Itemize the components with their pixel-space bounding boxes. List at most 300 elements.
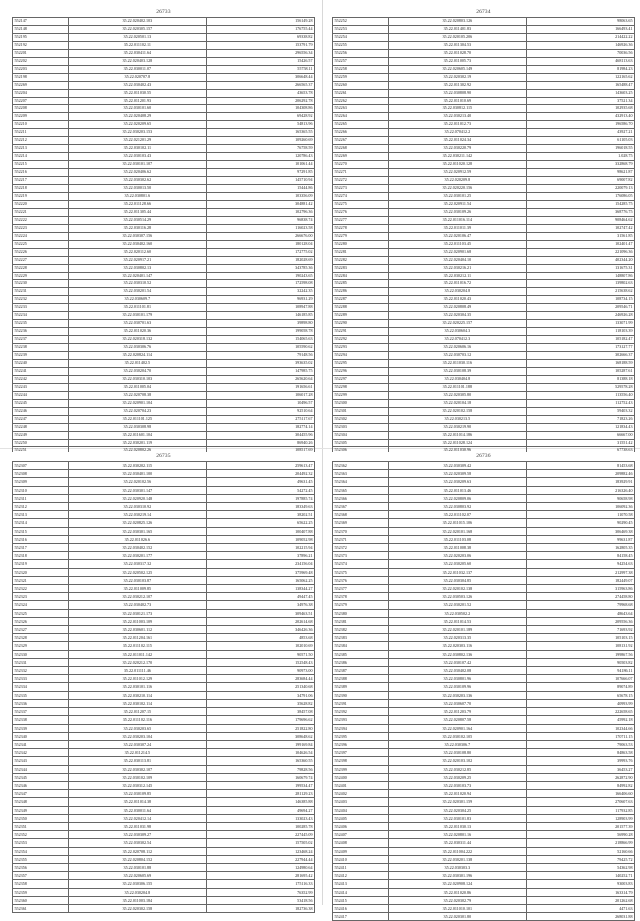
amount-cell: 214422.22 [526,33,634,41]
table-row [333,470,635,478]
row-id-cell: 552318 [13,552,69,560]
row-id-cell: 552371 [333,535,389,543]
parcel-code-cell: 35.22.020301.159 [389,798,526,806]
amount-cell: 165365.55 [206,129,314,137]
row-id-cell: 552273 [333,185,389,193]
parcel-code-cell: 35.22.030212.107 [69,593,206,601]
row-id-cell: 552275 [333,200,389,208]
amount-cell: 259613.47 [206,462,314,470]
parcel-code-cell: 35.22.030013.50 [69,185,206,193]
row-id-cell: 552386 [333,658,389,666]
row-id-cell: 552414 [333,888,389,896]
table-row [13,798,315,806]
table-row [13,617,315,625]
amount-cell: 112752.43 [526,399,634,407]
amount-cell: 97291.85 [206,169,314,177]
amount-cell: 54362.98 [526,863,634,871]
table-row [13,486,315,494]
parcel-code-cell: 35.22.030308.98 [69,423,206,431]
amount-cell: 183349.63 [206,503,314,511]
parcel-code-cell: 35.22.030306.155 [69,880,206,888]
amount-cell: 227445.09 [206,831,314,839]
parcel-code-cell: 35.22.030808.90 [389,89,526,97]
amount-cell: 31551.42 [526,439,634,447]
parcel-code-cell: 35.22.030307.156 [69,232,206,240]
table-row [13,344,315,352]
amount-cell: 268031.88 [526,913,634,921]
amount-cell: 204492.32 [206,470,314,478]
parcel-code-cell: 35.22.011207.15 [69,708,206,716]
amount-cell: 156149.28 [206,18,314,26]
amount-cell: 79148.56 [206,352,314,360]
row-id-cell: 552365 [333,486,389,494]
row-id-cell: 552295 [333,359,389,367]
table-row [333,232,635,240]
row-id-cell: 552213 [13,145,69,153]
table-row [13,65,315,73]
amount-cell: 234156.04 [206,560,314,568]
row-id-cell: 552277 [333,216,389,224]
amount-cell: 105103.15 [526,634,634,642]
row-id-cell: 552402 [333,790,389,798]
amount-cell: 173127.77 [526,344,634,352]
parcel-code-cell: 35.22.030113.81 [69,757,206,765]
amount-cell: 54272.45 [206,486,314,494]
row-id-cell: 552249 [13,431,69,439]
parcel-code-cell: 35.22.020912.59 [389,169,526,177]
parcel-code-cell: 35.22.030301.147 [69,486,206,494]
table-row [13,765,315,773]
table-row [333,344,635,352]
parcel-code-cell: 35.22.030307.24 [69,740,206,748]
table-row [333,288,635,296]
row-id-cell: 552373 [333,552,389,560]
amount-cell: 43653.78 [206,89,314,97]
row-id-cell: 552411 [333,863,389,871]
row-id-cell: 552399 [333,765,389,773]
parcel-code-cell: 35.22.030404.8 [389,375,526,383]
parcel-code-cell: 35.22.030102.11 [69,145,206,153]
amount-cell: 117932.85 [526,806,634,814]
parcel-code-cell: 35.22.030812.115 [389,105,526,113]
amount-cell: 182736.38 [206,904,314,912]
parcel-code-cell: 35.22.020801.16 [389,831,526,839]
parcel-code-cell: 35.22.011026.6 [69,535,206,543]
parcel-code-cell: 35.22.030604.3 [389,328,526,336]
row-id-cell: 552287 [333,296,389,304]
amount-cell: 40993.99 [526,699,634,707]
amount-cell: 309463.51 [206,609,314,617]
table-row [13,593,315,601]
table-row [13,407,315,415]
amount-cell: 108517.69 [206,447,314,455]
parcel-code-cell: 35.22.030502.2 [389,609,526,617]
parcel-code-cell: 35.22.011020.128 [389,161,526,169]
table-row [13,232,315,240]
page-number: 26734 [476,9,491,15]
parcel-code-cell: 35.22.020302.19 [389,73,526,81]
data-table [12,461,315,913]
amount-cell: 69338.82 [206,33,314,41]
table-row [13,328,315,336]
parcel-code-cell: 35.22.020101.189 [389,626,526,634]
table-row [333,304,635,312]
amount-cell: 76758.59 [206,145,314,153]
amount-cell: 84992.82 [526,781,634,789]
row-id-cell: 552360 [13,896,69,904]
amount-cell: 176755.44 [206,25,314,33]
amount-cell: 182774.14 [206,423,314,431]
table-row [13,880,315,888]
row-id-cell: 552357 [13,872,69,880]
parcel-code-cell: 35.22.011013.46 [389,486,526,494]
amount-cell: 118103.39 [526,328,634,336]
amount-cell: 90973.00 [206,667,314,675]
table-row [13,121,315,129]
row-id-cell: 552331 [13,658,69,666]
parcel-code-cell: 35.22.011010.101 [389,904,526,912]
table-row [13,208,315,216]
table-row [333,511,635,519]
row-id-cell: 552222 [13,216,69,224]
row-id-cell: 552147 [13,18,69,26]
amount-cell: 32242.35 [206,288,314,296]
table-row [13,185,315,193]
parcel-code-cell: 35.22.030101.60 [69,105,206,113]
row-id-cell: 552274 [333,192,389,200]
amount-cell: 90658.98 [526,494,634,502]
row-id-cell: 552333 [13,675,69,683]
parcel-code-cell: 35.22.020302.79 [389,896,526,904]
parcel-code-cell: 35.22.011304.53 [389,41,526,49]
amount-cell: 197885.74 [206,494,314,502]
row-id-cell: 552239 [13,352,69,360]
amount-cell: 102935.68 [526,105,634,113]
amount-cell: 222658.65 [526,708,634,716]
table-row [13,716,315,724]
row-id-cell: 552229 [13,272,69,280]
parcel-code-cell: 35.22.020412.14 [69,814,206,822]
table-row [13,888,315,896]
document-page-3 [12,452,315,911]
amount-cell: 209882.46 [526,470,634,478]
amount-cell: 183929.91 [526,478,634,486]
table-row [13,312,315,320]
row-id-cell: 552370 [333,527,389,535]
table-row [333,248,635,256]
table-row [13,431,315,439]
table-row [333,169,635,177]
amount-cell: 163314.79 [526,888,634,896]
parcel-code-cell: 35.22.011016.114 [389,216,526,224]
amount-cell: 92510.64 [206,407,314,415]
row-id-cell: 552321 [13,576,69,584]
parcel-code-cell: 35.22.020112.60 [69,248,206,256]
document-page-4 [332,452,635,920]
amount-cell: 61105.03 [526,137,634,145]
parcel-code-cell: 35.22.030011.07 [69,65,206,73]
row-id-cell: 552380 [333,609,389,617]
amount-cell: 468113.63 [526,57,634,65]
row-id-cell: 552324 [13,601,69,609]
parcel-code-cell: 35.22.030310.92 [69,503,206,511]
row-id-cell: 552319 [13,560,69,568]
table-row [333,683,635,691]
amount-cell: 221096.36 [526,248,634,256]
amount-cell: 251822.80 [206,724,314,732]
parcel-code-cell: 35.22.030601.112 [69,626,206,634]
row-id-cell: 552283 [333,264,389,272]
page-number: 26736 [476,453,491,459]
row-id-cell: 552296 [333,367,389,375]
parcel-code-cell: 35.22.020302.158 [69,904,206,912]
table-row [13,708,315,716]
row-id-cell: 552341 [13,740,69,748]
row-id-cell: 552417 [333,913,389,921]
row-id-cell: 552241 [13,367,69,375]
parcel-code-cell: 35.22.030309.42 [389,462,526,470]
row-id-cell: 552259 [333,73,389,81]
table-row [13,691,315,699]
parcel-code-cell: 35.22.011402.5 [69,359,206,367]
table-row [13,375,315,383]
document-page-2 [332,8,635,453]
row-id-cell: 552300 [333,399,389,407]
table-row [13,153,315,161]
amount-cell: 166406.60 [526,790,634,798]
amount-cell: 102010.69 [206,642,314,650]
parcel-code-cell: 35.22.011020.36 [69,328,206,336]
table-row [13,296,315,304]
row-id-cell: 552410 [333,855,389,863]
parcel-code-cell: 35.22.030306.76 [69,344,206,352]
amount-cell: 90571.50 [206,650,314,658]
amount-cell: 53418.56 [206,896,314,904]
amount-cell: 160679.74 [206,773,314,781]
amount-cell: 306469.38 [526,527,634,535]
parcel-code-cell: 35.22.030205.60 [389,560,526,568]
parcel-code-cell: 35.22.030402.152 [69,544,206,552]
parcel-code-cell: 35.22.030402.43 [69,81,206,89]
amount-cell: 116023.58 [206,224,314,232]
parcel-code-cell: 35.22.020301.80 [389,913,526,921]
amount-cell: 15426.57 [206,57,314,65]
table-row [13,97,315,105]
parcel-code-cell: 35.22.030204.8 [69,888,206,896]
row-id-cell: 552270 [333,161,389,169]
table-row [13,462,315,470]
parcel-code-cell: 35.22.020809.06 [389,494,526,502]
parcel-code-cell: 35.22.020304.35 [389,312,526,320]
amount-cell: 76352.99 [206,888,314,896]
table-row [333,576,635,584]
amount-cell: 180128.04 [206,240,314,248]
amount-cell: 220079.13 [526,185,634,193]
parcel-code-cell: 35.22.020824.114 [69,352,206,360]
table-row [13,855,315,863]
parcel-code-cell: 35.22.030201.54 [69,288,206,296]
amount-cell: 34791.06 [206,691,314,699]
parcel-code-cell: 35.22.020707.8 [69,73,206,81]
table-row [333,831,635,839]
table-row [13,57,315,65]
table-row [333,781,635,789]
table-row [13,478,315,486]
row-id-cell: 552382 [333,626,389,634]
parcel-code-cell: 35.22.011101.81 [69,304,206,312]
row-id-cell: 552301 [333,407,389,415]
parcel-code-cell: 35.22.020901.164 [389,724,526,732]
row-id-cell: 552225 [13,240,69,248]
table-row [333,535,635,543]
parcel-code-cell: 35.22.030103.43 [69,153,206,161]
row-id-cell: 552366 [333,494,389,502]
table-row [333,691,635,699]
row-id-cell: 552310 [13,486,69,494]
row-id-cell: 552344 [13,765,69,773]
amount-cell: 190243.65 [206,272,314,280]
parcel-code-cell: 35.22.030402.08 [389,667,526,675]
table-row [13,699,315,707]
table-row [333,18,635,26]
amount-cell: 49631.45 [206,478,314,486]
row-id-cell: 552207 [13,97,69,105]
amount-cell: 11070.58 [526,511,634,519]
row-id-cell: 552383 [333,634,389,642]
table-row [13,872,315,880]
table-row [333,708,635,716]
parcel-code-cell: 35.22.020704.23 [69,407,206,415]
row-id-cell: 552221 [13,208,69,216]
parcel-code-cell: 35.22.020708.112 [69,847,206,855]
table-row [13,814,315,822]
amount-cell: 172598.08 [206,280,314,288]
amount-cell: 215638.62 [526,288,634,296]
table-row [333,486,635,494]
table-row [13,904,315,912]
amount-cell: 86940.26 [206,439,314,447]
table-row [333,847,635,855]
parcel-code-cell: 35.22.020104.18 [389,399,526,407]
table-row [333,519,635,527]
row-id-cell: 552307 [13,462,69,470]
parcel-code-cell: 35.22.030301.165 [69,527,206,535]
parcel-code-cell: 35.22.020911.54 [389,200,526,208]
amount-cell: 266565.37 [206,81,314,89]
parcel-code-cell: 35.22.030108.39 [389,367,526,375]
parcel-code-cell: 35.22.030101.83 [389,814,526,822]
page-number: 26733 [156,9,171,15]
parcel-code-cell: 35.22.030103.87 [69,576,206,584]
parcel-code-cell: 35.22.030101.179 [69,312,206,320]
row-id-cell: 552286 [333,288,389,296]
row-id-cell: 552391 [333,699,389,707]
row-id-cell: 552236 [13,328,69,336]
parcel-code-cell: 35.22.020402.103 [69,18,206,26]
table-row [333,740,635,748]
parcel-code-cell: 35.22.030503.126 [389,593,526,601]
amount-cell: 108734.15 [526,296,634,304]
row-id-cell: 552384 [333,642,389,650]
parcel-code-cell: 35.22.030607.70 [389,699,526,707]
table-row [13,224,315,232]
parcel-code-cell: 35.22.020825.126 [69,519,206,527]
table-row [333,320,635,328]
table-row [13,839,315,847]
row-id-cell: 552285 [333,280,389,288]
amount-cell: 182028.69 [206,256,314,264]
row-id-cell: 552337 [13,708,69,716]
parcel-code-cell: 35.22.030203.104 [69,732,206,740]
amount-cell: 96838.74 [206,216,314,224]
parcel-code-cell: 35.22.011102.11 [69,41,206,49]
row-id-cell: 552266 [333,129,389,137]
parcel-code-cell: 35.22.030219.90 [389,423,526,431]
amount-cell: 128903.99 [526,814,634,822]
row-id-cell: 552306 [333,447,389,455]
amount-cell: 39993.76 [526,757,634,765]
amount-cell: 98621.87 [526,169,634,177]
table-row [13,585,315,593]
row-id-cell: 552212 [13,137,69,145]
row-id-cell: 552406 [333,822,389,830]
table-row [13,423,315,431]
row-id-cell: 552303 [333,423,389,431]
row-id-cell: 552299 [333,391,389,399]
row-id-cell: 552335 [13,691,69,699]
table-row [13,749,315,757]
parcel-code-cell: 35.22.030311.44 [389,839,526,847]
table-row [13,200,315,208]
row-id-cell: 552292 [333,336,389,344]
table-row [333,264,635,272]
row-id-cell: 552216 [13,169,69,177]
amount-cell: 146926.36 [526,41,634,49]
parcel-code-cell: 35.22.030310.103 [69,375,206,383]
table-row [333,352,635,360]
amount-cell: 281129.23 [206,790,314,798]
parcel-code-cell: 35.22.030312.145 [69,781,206,789]
row-id-cell: 552289 [333,312,389,320]
table-row [333,675,635,683]
table-row [13,256,315,264]
parcel-code-cell: 35.22.011214.5 [69,749,206,757]
amount-cell: 124980.64 [206,863,314,871]
table-row [13,667,315,675]
table-row [333,880,635,888]
parcel-code-cell: 35.22.030216.21 [389,264,526,272]
table-row [333,73,635,81]
row-id-cell: 552312 [13,503,69,511]
row-id-cell: 552404 [333,806,389,814]
parcel-code-cell: 35.22.011103.45 [389,240,526,248]
row-id-cell: 552353 [13,839,69,847]
amount-cell: 89074.89 [526,683,634,691]
row-id-cell: 552219 [13,192,69,200]
row-id-cell: 552401 [333,781,389,789]
parcel-code-cell: 35.22.011103.08 [389,535,526,543]
parcel-code-cell: 35.22.030108.80 [389,749,526,757]
table-row [13,25,315,33]
parcel-code-cell: 35.22.030204.8 [389,288,526,296]
amount-cell: 49694.27 [206,806,314,814]
table-row [13,773,315,781]
table-row [13,535,315,543]
amount-cell: 65622.25 [206,519,314,527]
parcel-code-cell: 35.22.020203.06 [389,552,526,560]
table-row [13,145,315,153]
parcel-code-cell: 35.22.030609.7 [69,296,206,304]
